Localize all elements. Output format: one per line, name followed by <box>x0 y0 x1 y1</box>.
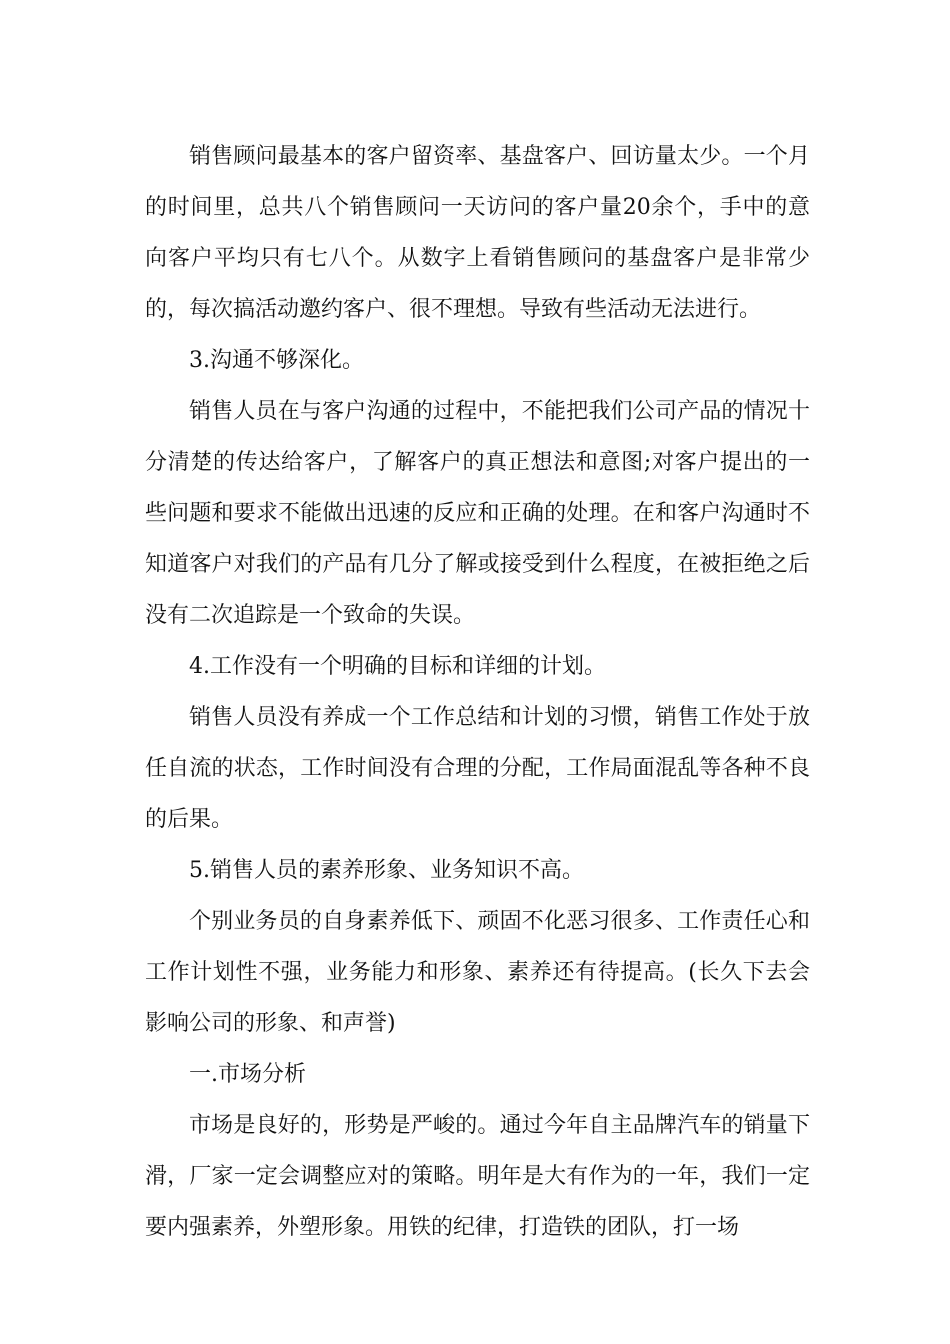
section-heading-market-analysis: 一.市场分析 <box>189 1062 306 1087</box>
paragraph-market-analysis: 市场是良好的，形势是严峻的。通过今年自主品牌汽车的销量下滑，厂家一定会调整应对的策略。明年是大有作为的一年，我们一定要内强素养，外塑形象。用铁的纪律，打造铁的团队，打一场 <box>145 1113 810 1240</box>
section-heading-goals-plan: 4.工作没有一个明确的目标和详细的计划。 <box>189 654 606 679</box>
section-heading-communication: 3.沟通不够深化。 <box>189 348 364 373</box>
paragraph-goals-plan: 销售人员没有养成一个工作总结和计划的习惯，销售工作处于放任自流的状态，工作时间没有合理的分配，工作局面混乱等各种不良的后果。 <box>145 705 810 832</box>
paragraph-communication: 销售人员在与客户沟通的过程中，不能把我们公司产品的情况十分清楚的传达给客户，了解客户的真正想法和意图;对客户提出的一些问题和要求不能做出迅速的反应和正确的处理。在和客户沟通时不知道客户对我们的产品有几分了解或接受到什么程度，在被拒绝之后没有二次追踪是一个致命的失误。 <box>145 399 810 628</box>
paragraph-customer-retention: 销售顾问最基本的客户留资率、基盘客户、回访量太少。一个月的时间里，总共八个销售顾问一天访问的客户量20余个，手中的意向客户平均只有七八个。从数字上看销售顾问的基盘客户是非常少的，每次搞活动邀约客户、很不理想。导致有些活动无法进行。 <box>145 144 810 322</box>
paragraph-staff-quality: 个别业务员的自身素养低下、顽固不化恶习很多、工作责任心和工作计划性不强，业务能力和形象、素养还有待提高。(长久下去会影响公司的形象、和声誉) <box>145 909 810 1036</box>
section-heading-staff-quality: 5.销售人员的素养形象、业务知识不高。 <box>189 858 584 883</box>
document-body <box>145 131 810 1253</box>
